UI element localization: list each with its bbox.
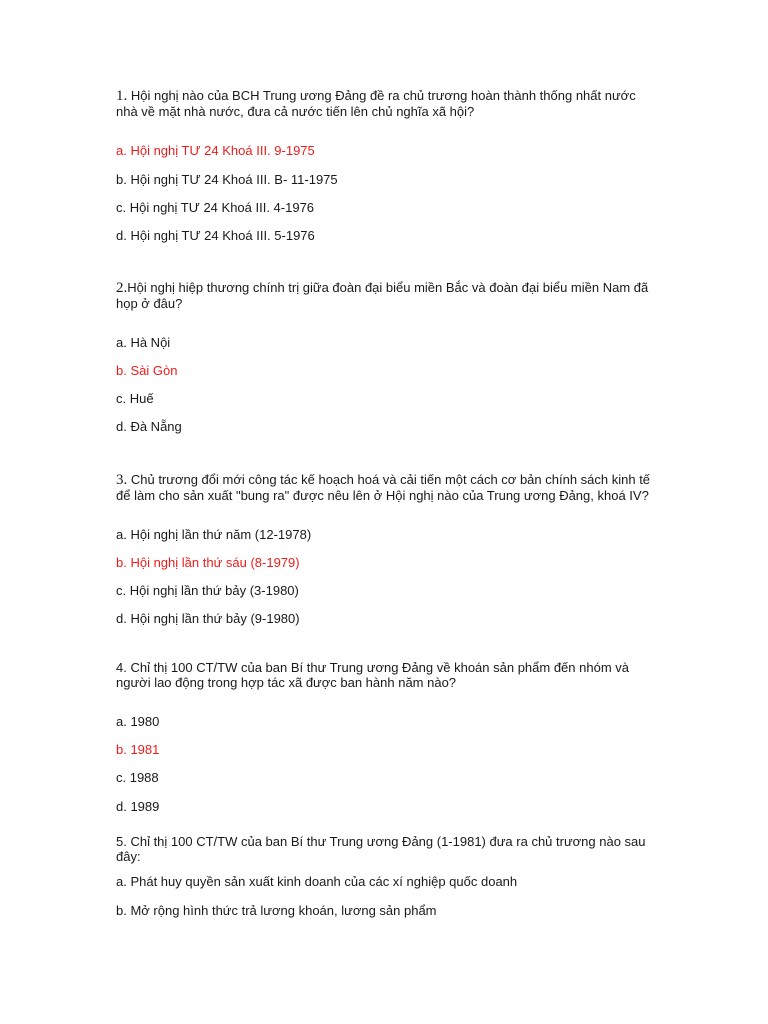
option-item: b. 1981 — [116, 742, 160, 757]
question-number: 3. — [116, 472, 128, 488]
option-item: a. Hội nghị lần thứ năm (12-1978) — [116, 527, 312, 542]
question-block — [116, 472, 656, 626]
option-item: c. 1988 — [116, 770, 159, 785]
option-item: d. Đà Nẵng — [116, 419, 182, 434]
question-number: 4. — [116, 660, 127, 675]
option-item: d. Hội nghị lần thứ bảy (9-1980) — [116, 611, 300, 626]
option-item: b. Mở rộng hình thức trả lương khoán, lương sản phẩm — [116, 903, 437, 918]
option-item: a. 1980 — [116, 714, 160, 729]
option-item: b. Hội nghị lần thứ sáu (8-1979) — [116, 555, 300, 570]
question-text: 1. Hội nghị nào của BCH Trung ương Đảng đề ra chủ trương hoàn thành thống nhất nước nhà về mặt nhà nước, đưa cả nước tiến lên chủ nghĩa xã hội? — [116, 88, 636, 119]
question-text: 4. Chỉ thị 100 CT/TW của ban Bí thư Trung ương Đảng về khoán sản phẩm đến nhóm và người lao động trong hợp tác xã được ban hành năm nào? — [116, 660, 629, 690]
question-text: 3. Chủ trương đổi mới công tác kế hoạch hoá và cải tiến một cách cơ bản chính sách kinh tế để làm cho sản xuất "bung ra" được nêu lên ở Hội nghị nào của Trung ương Đảng, khoá IV? — [116, 472, 651, 503]
option-item: d. Hội nghị TƯ 24 Khoá III. 5-1976 — [116, 228, 315, 243]
question-block — [116, 834, 656, 918]
question-block — [116, 88, 656, 243]
question-block — [116, 660, 656, 814]
option-item: d. 1989 — [116, 799, 160, 814]
option-item: c. Huế — [116, 391, 154, 406]
question-number: 1. — [116, 88, 128, 104]
question-text: 2.Hội nghị hiệp thương chính trị giữa đoàn đại biểu miền Bắc và đoàn đại biểu miền Nam đã họp ở đâu? — [116, 280, 649, 311]
question-number: 2. — [116, 280, 128, 296]
question-number: 5. — [116, 834, 127, 849]
option-item: a. Hà Nội — [116, 335, 171, 350]
option-item: b. Hội nghị TƯ 24 Khoá III. B- 11-1975 — [116, 172, 338, 187]
question-text: 5. Chỉ thị 100 CT/TW của ban Bí thư Trung ương Đảng (1-1981) đưa ra chủ trương nào sau đây: — [116, 834, 646, 864]
question-block — [116, 280, 656, 434]
option-item: a. Phát huy quyền sản xuất kinh doanh của các xí nghiệp quốc doanh — [116, 874, 518, 889]
option-item: b. Sài Gòn — [116, 363, 178, 378]
option-item: a. Hội nghị TƯ 24 Khoá III. 9-1975 — [116, 143, 315, 158]
option-item: c. Hội nghị TƯ 24 Khoá III. 4-1976 — [116, 200, 315, 215]
option-item: c. Hội nghị lần thứ bảy (3-1980) — [116, 583, 299, 598]
